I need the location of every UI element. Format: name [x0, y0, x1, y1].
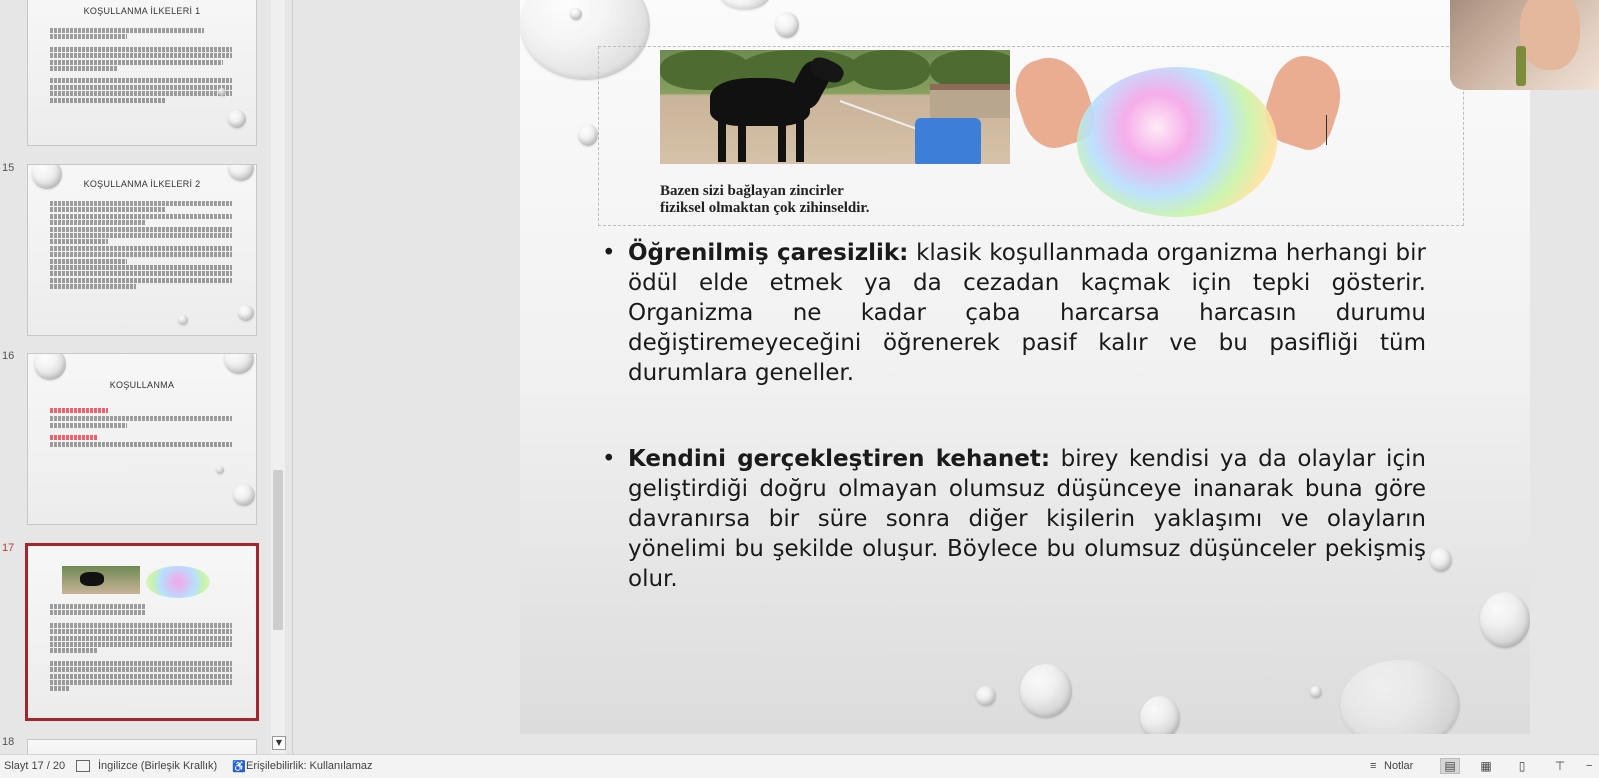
caption-line-2: fiziksel olmaktan çok zihinseldir.: [660, 200, 870, 216]
slideshow-view-icon[interactable]: ⊤: [1554, 759, 1566, 773]
scrollbar-thumb[interactable]: [273, 470, 283, 630]
bullet-term: Kendini gerçekleştiren kehanet:: [628, 446, 1051, 472]
pane-divider[interactable]: [292, 0, 293, 754]
slide-thumbnail-16[interactable]: [28, 354, 256, 524]
water-drop-decoration: [976, 686, 996, 706]
zoom-out-icon[interactable]: −: [1586, 760, 1593, 772]
slide-number: 15: [2, 162, 15, 174]
water-drop-decoration: [1340, 660, 1460, 734]
slide-thumbnail-14[interactable]: [28, 0, 256, 145]
slide-number: 16: [2, 350, 15, 362]
accessibility-status[interactable]: Erişilebilirlik: Kullanılamaz: [246, 760, 373, 772]
slide-canvas[interactable]: [520, 0, 1530, 734]
language-indicator[interactable]: İngilizce (Birleşik Krallık): [98, 760, 218, 772]
slide-counter: Slayt 17 / 20: [4, 760, 66, 772]
image-group-frame[interactable]: [598, 46, 1464, 226]
slide-thumbnail-pane: [0, 0, 292, 754]
thumbnail-scrollbar[interactable]: [271, 0, 285, 754]
water-drop-decoration: [775, 12, 799, 38]
bullet-text: birey kendisi ya da olaylar için geliştirdiği doğru olmayan olumsuz düşünceye inanarak buna göre davranırsa bir süre sonra diğer kişilerin yaklaşımı ve olayların yönelimi bu şekilde oluşur. Böylece bu olumsuz düşünceler pekişmiş olur.: [628, 446, 1427, 592]
water-drop-decoration: [570, 8, 582, 20]
water-drop-decoration: [1310, 686, 1322, 698]
text-cursor: [1326, 115, 1327, 145]
bullet-text: klasik koşullanmada organizma herhangi bir ödül elde etmek ya da cezadan kaçmak için tepki gösterir. Organizma ne kadar çaba harcarsa harcasın durumu değiştiremeyeceğini öğrenerek pasif kalır ve bu pasifliği tüm durumlara geneller.: [628, 240, 1427, 386]
accessibility-icon[interactable]: ♿: [232, 761, 246, 773]
slide-thumbnail-17[interactable]: [28, 546, 256, 718]
thumbnail-body: [50, 28, 242, 103]
slide-thumbnail-15[interactable]: [28, 165, 256, 335]
water-drop-decoration: [578, 124, 598, 146]
thumbnail-horse-image: [62, 566, 140, 594]
horse-tied-to-chair-image[interactable]: [660, 50, 1010, 164]
crystal-ball-image[interactable]: [1019, 51, 1339, 221]
notes-button[interactable]: Notlar: [1384, 760, 1414, 772]
slide-thumbnail-18[interactable]: [28, 740, 256, 754]
notes-icon[interactable]: ≡: [1370, 760, 1377, 772]
slide-number: 17: [2, 542, 15, 554]
thumbnail-body: [50, 604, 242, 691]
water-drop-decoration: [720, 0, 770, 10]
water-drop-decoration: [1480, 592, 1530, 648]
image-caption: [660, 183, 1020, 217]
bullet-term: Öğrenilmiş çaresizlik:: [628, 240, 909, 266]
thumbnail-crystal-ball-image: [146, 566, 210, 598]
water-drop-decoration: [1430, 548, 1452, 572]
thumbnail-body: [50, 201, 242, 289]
thumbnail-body: [50, 408, 242, 447]
slide-number: 18: [2, 736, 15, 748]
normal-view-icon[interactable]: ▤: [1440, 758, 1460, 774]
water-drop-decoration: [1020, 664, 1072, 718]
spell-check-icon[interactable]: [76, 760, 94, 774]
slide-sorter-view-icon[interactable]: ▦: [1480, 759, 1492, 773]
water-drop-decoration: [1140, 696, 1180, 734]
thumbnail-title: KOŞULLANMA İLKELERİ 2: [83, 179, 201, 189]
webcam-overlay: [1450, 0, 1599, 90]
thumbnail-title: KOŞULLANMA: [109, 380, 175, 390]
slide-body-text[interactable]: [602, 238, 1426, 594]
status-bar: [0, 754, 1599, 778]
bullet-learned-helplessness: [602, 238, 1426, 388]
caption-line-1: Bazen sizi bağlayan zincirler: [660, 183, 844, 199]
reading-view-icon[interactable]: ▯: [1518, 759, 1526, 773]
thumbnail-title: KOŞULLANMA İLKELERİ 1: [83, 6, 201, 16]
scroll-down-arrow-icon[interactable]: ▼: [272, 736, 286, 750]
bullet-self-fulfilling-prophecy: [602, 444, 1426, 594]
